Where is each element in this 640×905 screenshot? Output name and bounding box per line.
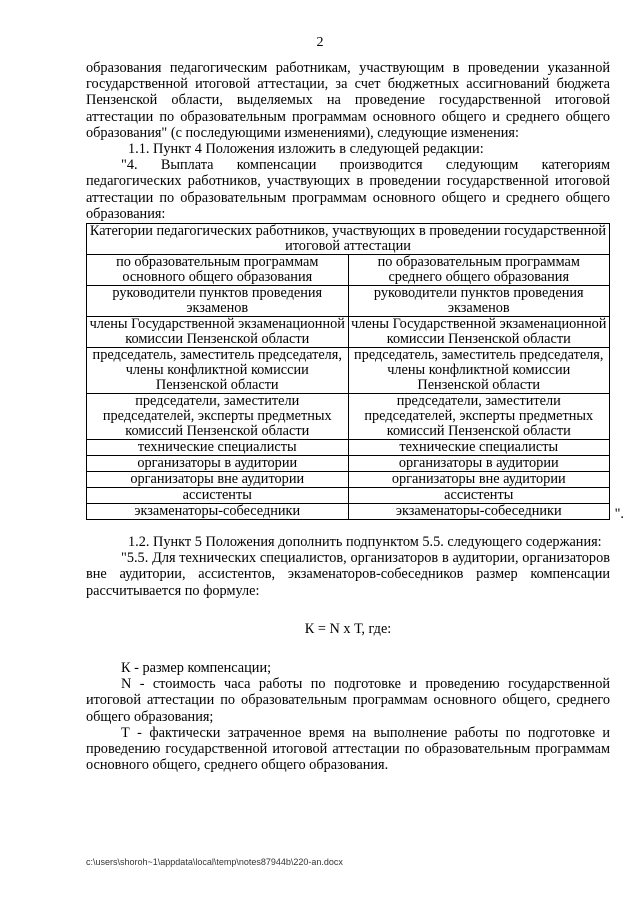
table-row xyxy=(87,472,610,488)
table-cell-right: руководители пунктов проведения экзаменов xyxy=(348,286,610,317)
table-row xyxy=(87,317,610,348)
item-1-2: 1.2. Пункт 5 Положения дополнить подпунктом 5.5. следующего содержания: xyxy=(128,534,602,551)
item-5-5: "5.5. Для технических специалистов, организаторов в аудитории, организаторов вне аудитории, ассистентов, экзаменаторов-собеседников размер компенсации рассчитывается по формуле: xyxy=(86,550,610,599)
table-col-right-header: по образовательным программам среднего общего образования xyxy=(348,255,610,286)
table-cell-right: члены Государственной экзаменационной комиссии Пензенской области xyxy=(348,317,610,348)
table-row xyxy=(87,394,610,440)
table-cell-left: члены Государственной экзаменационной комиссии Пензенской области xyxy=(87,317,349,348)
table-cell-left: технические специалисты xyxy=(87,440,349,456)
table-cell-right: организаторы вне аудитории xyxy=(348,472,610,488)
table-row xyxy=(87,286,610,317)
categories-table xyxy=(86,223,610,520)
table-cell-left: экзаменаторы-собеседники xyxy=(87,504,349,520)
document-body xyxy=(86,60,624,774)
formula: К = N х Т, где: xyxy=(304,620,392,637)
definition-n: N - стоимость часа работы по подготовке и проведению государственной итоговой аттестации по образовательным программам основного общего, среднего общего образования; xyxy=(86,676,610,725)
table-cell-right: экзаменаторы-собеседники xyxy=(348,504,610,520)
footer-file-path: c:\users\shoroh~1\appdata\local\temp\notes87944b\220-an.docx xyxy=(86,857,343,867)
table-row xyxy=(87,456,610,472)
table-header-cell: Категории педагогических работников, участвующих в проведении государственной итоговой аттестации xyxy=(87,224,610,255)
definition-t: Т - фактически затраченное время на выполнение работы по подготовке и проведению государственной итоговой аттестации по образовательным программам основного общего, среднего общего образования. xyxy=(86,724,610,774)
table-cell-left: организаторы в аудитории xyxy=(87,456,349,472)
table-cell-right: организаторы в аудитории xyxy=(348,456,610,472)
table-cell-left: ассистенты xyxy=(87,488,349,504)
categories-table-wrapper xyxy=(86,223,624,522)
item-1-1: 1.1. Пункт 4 Положения изложить в следующей редакции: xyxy=(128,141,484,158)
table-col-left-header: по образовательным программам основного общего образования xyxy=(87,255,349,286)
table-cell-right: ассистенты xyxy=(348,488,610,504)
table-header-row xyxy=(87,224,610,255)
table-row xyxy=(87,348,610,394)
table-closing-quote: ". xyxy=(614,505,624,522)
item-4-text: "4. Выплата компенсации производится следующим категориям педагогических работников, участвующих в проведении государственной итоговой аттестации по образовательным программам основного общего и среднего общего образования: xyxy=(86,157,610,222)
intro-paragraph: образования педагогическим работникам, участвующим в проведении указанной государственной итоговой аттестации, за счет бюджетных ассигнований бюджета Пензенской области, выделяемых на проведение государственной итоговой аттестации по образовательным программам основного общего и среднего общего образования" (с последующими изменениями), следующие изменения: xyxy=(86,60,610,141)
table-row xyxy=(87,488,610,504)
table-cell-right: председатели, заместители председателей, эксперты предметных комиссий Пензенской области xyxy=(348,394,610,440)
definition-k: К - размер компенсации; xyxy=(121,660,272,677)
table-cell-left: руководители пунктов проведения экзаменов xyxy=(87,286,349,317)
table-cell-left: организаторы вне аудитории xyxy=(87,472,349,488)
table-subheader-row xyxy=(87,255,610,286)
table-row xyxy=(87,504,610,520)
table-row xyxy=(87,440,610,456)
table-cell-left: председатели, заместители председателей, эксперты предметных комиссий Пензенской области xyxy=(87,394,349,440)
table-cell-right: председатель, заместитель председателя, члены конфликтной комиссии Пензенской области xyxy=(348,348,610,394)
table-cell-left: председатель, заместитель председателя, члены конфликтной комиссии Пензенской области xyxy=(87,348,349,394)
page-number: 2 xyxy=(316,35,324,50)
table-cell-right: технические специалисты xyxy=(348,440,610,456)
